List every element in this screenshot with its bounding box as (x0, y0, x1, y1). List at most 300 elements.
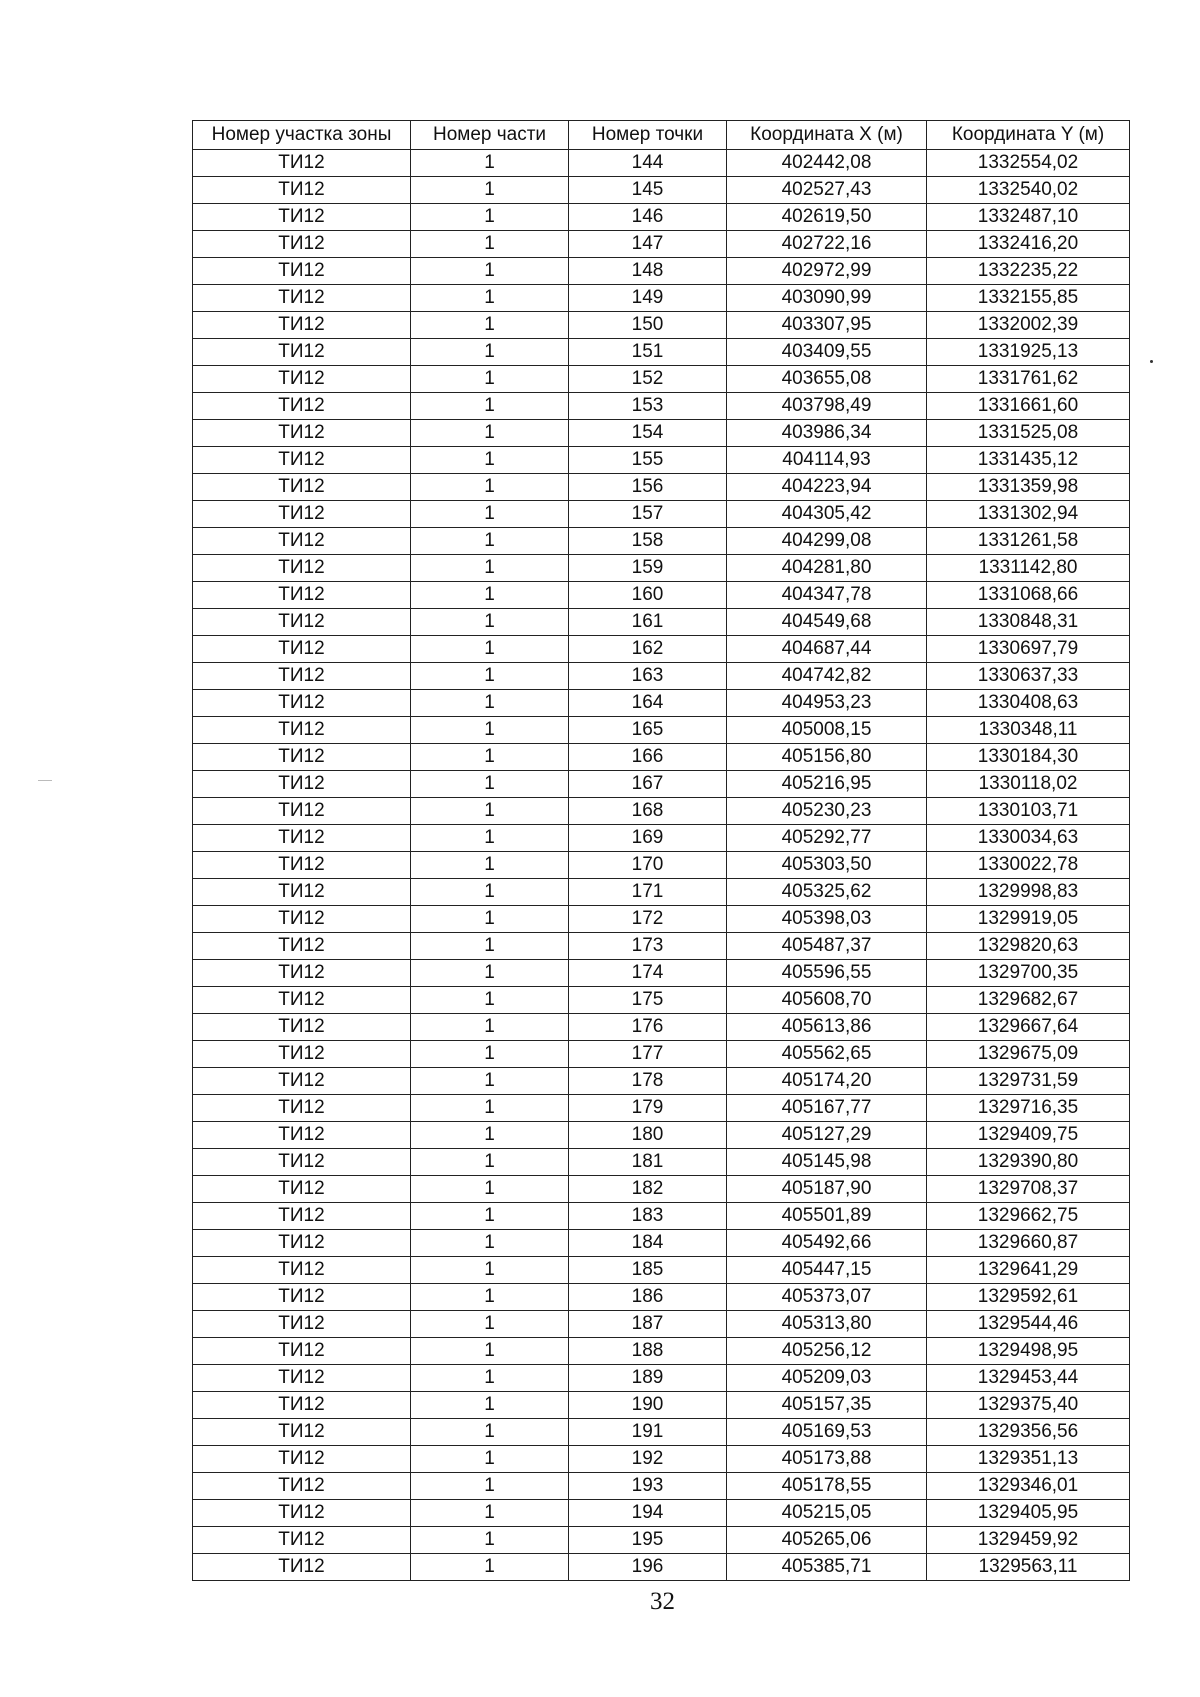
cell-coordinate-x: 405373,07 (727, 1284, 927, 1311)
cell-coordinate-y: 1329682,67 (927, 987, 1130, 1014)
table-row (193, 1338, 1130, 1365)
cell-zone-section: ТИ12 (193, 1554, 411, 1581)
cell-zone-section: ТИ12 (193, 582, 411, 609)
cell-coordinate-x: 405596,55 (727, 960, 927, 987)
table-row (193, 1176, 1130, 1203)
table-row (193, 177, 1130, 204)
cell-coordinate-y: 1330034,63 (927, 825, 1130, 852)
cell-zone-section: ТИ12 (193, 906, 411, 933)
table-row (193, 1392, 1130, 1419)
cell-coordinate-x: 404223,94 (727, 474, 927, 501)
table-row (193, 555, 1130, 582)
cell-part-number: 1 (411, 150, 569, 177)
cell-coordinate-y: 1331761,62 (927, 366, 1130, 393)
cell-coordinate-x: 405492,66 (727, 1230, 927, 1257)
cell-coordinate-y: 1332155,85 (927, 285, 1130, 312)
table-row (193, 312, 1130, 339)
cell-coordinate-y: 1329998,83 (927, 879, 1130, 906)
header-part-number: Номер части (411, 121, 569, 150)
cell-point-number: 145 (569, 177, 727, 204)
cell-coordinate-y: 1332487,10 (927, 204, 1130, 231)
cell-coordinate-y: 1331359,98 (927, 474, 1130, 501)
table-row (193, 879, 1130, 906)
cell-coordinate-x: 402972,99 (727, 258, 927, 285)
cell-coordinate-y: 1329351,13 (927, 1446, 1130, 1473)
cell-point-number: 194 (569, 1500, 727, 1527)
cell-part-number: 1 (411, 1149, 569, 1176)
cell-point-number: 177 (569, 1041, 727, 1068)
cell-point-number: 190 (569, 1392, 727, 1419)
cell-coordinate-x: 404549,68 (727, 609, 927, 636)
cell-part-number: 1 (411, 690, 569, 717)
cell-coordinate-x: 403307,95 (727, 312, 927, 339)
table-row (193, 1419, 1130, 1446)
cell-part-number: 1 (411, 1419, 569, 1446)
cell-zone-section: ТИ12 (193, 663, 411, 690)
cell-coordinate-y: 1330348,11 (927, 717, 1130, 744)
table-row (193, 1500, 1130, 1527)
cell-coordinate-x: 403798,49 (727, 393, 927, 420)
cell-coordinate-y: 1329660,87 (927, 1230, 1130, 1257)
cell-point-number: 161 (569, 609, 727, 636)
cell-point-number: 182 (569, 1176, 727, 1203)
cell-part-number: 1 (411, 1284, 569, 1311)
table-row (193, 366, 1130, 393)
cell-coordinate-x: 405398,03 (727, 906, 927, 933)
cell-zone-section: ТИ12 (193, 1257, 411, 1284)
cell-coordinate-x: 405174,20 (727, 1068, 927, 1095)
table-row (193, 609, 1130, 636)
table-row (193, 960, 1130, 987)
cell-zone-section: ТИ12 (193, 1365, 411, 1392)
cell-part-number: 1 (411, 852, 569, 879)
cell-zone-section: ТИ12 (193, 528, 411, 555)
cell-zone-section: ТИ12 (193, 1473, 411, 1500)
cell-part-number: 1 (411, 1203, 569, 1230)
cell-coordinate-x: 405216,95 (727, 771, 927, 798)
cell-coordinate-x: 405209,03 (727, 1365, 927, 1392)
cell-coordinate-y: 1329667,64 (927, 1014, 1130, 1041)
header-zone-section: Номер участка зоны (193, 121, 411, 150)
cell-coordinate-x: 404305,42 (727, 501, 927, 528)
cell-zone-section: ТИ12 (193, 798, 411, 825)
cell-zone-section: ТИ12 (193, 636, 411, 663)
cell-coordinate-x: 405156,80 (727, 744, 927, 771)
cell-zone-section: ТИ12 (193, 1338, 411, 1365)
cell-coordinate-y: 1331068,66 (927, 582, 1130, 609)
cell-zone-section: ТИ12 (193, 393, 411, 420)
header-coordinate-y: Координата Y (м) (927, 121, 1130, 150)
table-row (193, 1257, 1130, 1284)
cell-part-number: 1 (411, 1338, 569, 1365)
cell-point-number: 163 (569, 663, 727, 690)
table-row (193, 231, 1130, 258)
table-row (193, 1095, 1130, 1122)
cell-zone-section: ТИ12 (193, 1311, 411, 1338)
table-row (193, 987, 1130, 1014)
table-row (193, 852, 1130, 879)
table-row (193, 1014, 1130, 1041)
cell-coordinate-y: 1329459,92 (927, 1527, 1130, 1554)
cell-zone-section: ТИ12 (193, 1095, 411, 1122)
cell-part-number: 1 (411, 1122, 569, 1149)
cell-coordinate-x: 403409,55 (727, 339, 927, 366)
cell-coordinate-y: 1329592,61 (927, 1284, 1130, 1311)
cell-point-number: 160 (569, 582, 727, 609)
cell-point-number: 169 (569, 825, 727, 852)
cell-coordinate-y: 1329716,35 (927, 1095, 1130, 1122)
cell-coordinate-x: 405325,62 (727, 879, 927, 906)
cell-coordinate-x: 404281,80 (727, 555, 927, 582)
cell-point-number: 158 (569, 528, 727, 555)
cell-part-number: 1 (411, 1230, 569, 1257)
cell-coordinate-x: 405265,06 (727, 1527, 927, 1554)
table-row (193, 258, 1130, 285)
table-row (193, 339, 1130, 366)
cell-part-number: 1 (411, 879, 569, 906)
cell-part-number: 1 (411, 1095, 569, 1122)
cell-zone-section: ТИ12 (193, 1149, 411, 1176)
cell-zone-section: ТИ12 (193, 447, 411, 474)
cell-zone-section: ТИ12 (193, 1041, 411, 1068)
cell-coordinate-x: 402619,50 (727, 204, 927, 231)
cell-coordinate-y: 1329708,37 (927, 1176, 1130, 1203)
margin-mark (38, 780, 52, 781)
cell-coordinate-y: 1329544,46 (927, 1311, 1130, 1338)
table-row (193, 1122, 1130, 1149)
cell-part-number: 1 (411, 528, 569, 555)
cell-coordinate-y: 1329919,05 (927, 906, 1130, 933)
cell-point-number: 168 (569, 798, 727, 825)
cell-zone-section: ТИ12 (193, 1176, 411, 1203)
cell-point-number: 171 (569, 879, 727, 906)
cell-part-number: 1 (411, 663, 569, 690)
cell-point-number: 173 (569, 933, 727, 960)
cell-point-number: 192 (569, 1446, 727, 1473)
cell-point-number: 150 (569, 312, 727, 339)
cell-coordinate-x: 402442,08 (727, 150, 927, 177)
cell-coordinate-x: 404114,93 (727, 447, 927, 474)
cell-coordinate-y: 1330103,71 (927, 798, 1130, 825)
cell-coordinate-x: 404742,82 (727, 663, 927, 690)
cell-coordinate-y: 1331525,08 (927, 420, 1130, 447)
cell-coordinate-y: 1330022,78 (927, 852, 1130, 879)
cell-coordinate-x: 405157,35 (727, 1392, 927, 1419)
cell-part-number: 1 (411, 285, 569, 312)
table-row (193, 420, 1130, 447)
cell-point-number: 164 (569, 690, 727, 717)
cell-coordinate-y: 1329498,95 (927, 1338, 1130, 1365)
cell-coordinate-x: 405487,37 (727, 933, 927, 960)
cell-coordinate-y: 1330697,79 (927, 636, 1130, 663)
cell-coordinate-x: 405313,80 (727, 1311, 927, 1338)
cell-point-number: 167 (569, 771, 727, 798)
table-row (193, 285, 1130, 312)
cell-zone-section: ТИ12 (193, 204, 411, 231)
cell-point-number: 188 (569, 1338, 727, 1365)
cell-coordinate-x: 405501,89 (727, 1203, 927, 1230)
cell-zone-section: ТИ12 (193, 555, 411, 582)
cell-coordinate-y: 1332554,02 (927, 150, 1130, 177)
table-row (193, 636, 1130, 663)
cell-part-number: 1 (411, 1554, 569, 1581)
table-row (193, 474, 1130, 501)
cell-coordinate-y: 1331925,13 (927, 339, 1130, 366)
cell-zone-section: ТИ12 (193, 177, 411, 204)
table-row (193, 825, 1130, 852)
cell-coordinate-x: 405608,70 (727, 987, 927, 1014)
cell-coordinate-x: 404687,44 (727, 636, 927, 663)
coordinates-table (192, 120, 1130, 1581)
cell-part-number: 1 (411, 771, 569, 798)
cell-part-number: 1 (411, 1176, 569, 1203)
cell-coordinate-y: 1331435,12 (927, 447, 1130, 474)
cell-zone-section: ТИ12 (193, 150, 411, 177)
cell-coordinate-x: 405303,50 (727, 852, 927, 879)
header-coordinate-x: Координата X (м) (727, 121, 927, 150)
cell-coordinate-x: 402722,16 (727, 231, 927, 258)
cell-point-number: 155 (569, 447, 727, 474)
table-row (193, 1203, 1130, 1230)
cell-coordinate-y: 1329405,95 (927, 1500, 1130, 1527)
cell-coordinate-y: 1329731,59 (927, 1068, 1130, 1095)
cell-coordinate-y: 1330408,63 (927, 690, 1130, 717)
cell-coordinate-y: 1329700,35 (927, 960, 1130, 987)
cell-zone-section: ТИ12 (193, 825, 411, 852)
cell-coordinate-y: 1332416,20 (927, 231, 1130, 258)
cell-coordinate-y: 1330848,31 (927, 609, 1130, 636)
cell-part-number: 1 (411, 177, 569, 204)
cell-coordinate-x: 405145,98 (727, 1149, 927, 1176)
cell-coordinate-x: 405613,86 (727, 1014, 927, 1041)
cell-point-number: 154 (569, 420, 727, 447)
cell-point-number: 186 (569, 1284, 727, 1311)
cell-coordinate-x: 404953,23 (727, 690, 927, 717)
cell-zone-section: ТИ12 (193, 1419, 411, 1446)
cell-coordinate-y: 1329390,80 (927, 1149, 1130, 1176)
cell-zone-section: ТИ12 (193, 1284, 411, 1311)
cell-point-number: 184 (569, 1230, 727, 1257)
cell-point-number: 153 (569, 393, 727, 420)
cell-coordinate-y: 1329563,11 (927, 1554, 1130, 1581)
cell-coordinate-y: 1329641,29 (927, 1257, 1130, 1284)
table-row (193, 1068, 1130, 1095)
table-row (193, 663, 1130, 690)
table-row (193, 1284, 1130, 1311)
cell-part-number: 1 (411, 501, 569, 528)
table-row (193, 1554, 1130, 1581)
cell-point-number: 149 (569, 285, 727, 312)
cell-zone-section: ТИ12 (193, 960, 411, 987)
cell-coordinate-x: 405187,90 (727, 1176, 927, 1203)
cell-zone-section: ТИ12 (193, 312, 411, 339)
cell-part-number: 1 (411, 582, 569, 609)
cell-coordinate-x: 405292,77 (727, 825, 927, 852)
cell-part-number: 1 (411, 393, 569, 420)
cell-point-number: 183 (569, 1203, 727, 1230)
cell-point-number: 148 (569, 258, 727, 285)
cell-zone-section: ТИ12 (193, 1068, 411, 1095)
cell-point-number: 175 (569, 987, 727, 1014)
cell-zone-section: ТИ12 (193, 987, 411, 1014)
cell-coordinate-x: 405169,53 (727, 1419, 927, 1446)
cell-point-number: 157 (569, 501, 727, 528)
table-row (193, 1365, 1130, 1392)
table-row (193, 501, 1130, 528)
table-row (193, 204, 1130, 231)
cell-coordinate-x: 403986,34 (727, 420, 927, 447)
table-row (193, 1446, 1130, 1473)
cell-point-number: 151 (569, 339, 727, 366)
cell-part-number: 1 (411, 1500, 569, 1527)
cell-part-number: 1 (411, 1446, 569, 1473)
table-header (193, 121, 1130, 150)
table-row (193, 393, 1130, 420)
table-row (193, 1527, 1130, 1554)
cell-zone-section: ТИ12 (193, 474, 411, 501)
cell-part-number: 1 (411, 798, 569, 825)
cell-coordinate-x: 405562,65 (727, 1041, 927, 1068)
cell-coordinate-x: 404347,78 (727, 582, 927, 609)
table-row (193, 1311, 1130, 1338)
cell-point-number: 146 (569, 204, 727, 231)
cell-coordinate-x: 405385,71 (727, 1554, 927, 1581)
cell-point-number: 181 (569, 1149, 727, 1176)
cell-coordinate-y: 1329409,75 (927, 1122, 1130, 1149)
table-row (193, 1230, 1130, 1257)
cell-point-number: 144 (569, 150, 727, 177)
cell-coordinate-y: 1331661,60 (927, 393, 1130, 420)
cell-coordinate-y: 1332540,02 (927, 177, 1130, 204)
cell-coordinate-y: 1329820,63 (927, 933, 1130, 960)
cell-point-number: 147 (569, 231, 727, 258)
cell-zone-section: ТИ12 (193, 852, 411, 879)
cell-point-number: 196 (569, 1554, 727, 1581)
cell-part-number: 1 (411, 1014, 569, 1041)
cell-part-number: 1 (411, 420, 569, 447)
table-row (193, 690, 1130, 717)
table-body (193, 150, 1130, 1581)
cell-coordinate-y: 1331142,80 (927, 555, 1130, 582)
cell-part-number: 1 (411, 1392, 569, 1419)
cell-point-number: 178 (569, 1068, 727, 1095)
cell-zone-section: ТИ12 (193, 1392, 411, 1419)
cell-coordinate-y: 1329356,56 (927, 1419, 1130, 1446)
cell-zone-section: ТИ12 (193, 1446, 411, 1473)
cell-zone-section: ТИ12 (193, 1500, 411, 1527)
cell-part-number: 1 (411, 366, 569, 393)
cell-point-number: 180 (569, 1122, 727, 1149)
cell-zone-section: ТИ12 (193, 420, 411, 447)
cell-point-number: 195 (569, 1527, 727, 1554)
cell-part-number: 1 (411, 717, 569, 744)
cell-zone-section: ТИ12 (193, 366, 411, 393)
table-row (193, 1041, 1130, 1068)
cell-zone-section: ТИ12 (193, 501, 411, 528)
cell-part-number: 1 (411, 960, 569, 987)
cell-point-number: 193 (569, 1473, 727, 1500)
table-row (193, 582, 1130, 609)
cell-zone-section: ТИ12 (193, 339, 411, 366)
cell-point-number: 156 (569, 474, 727, 501)
table-row (193, 1473, 1130, 1500)
cell-point-number: 170 (569, 852, 727, 879)
cell-point-number: 172 (569, 906, 727, 933)
cell-zone-section: ТИ12 (193, 879, 411, 906)
cell-part-number: 1 (411, 1068, 569, 1095)
table-row (193, 933, 1130, 960)
cell-part-number: 1 (411, 1041, 569, 1068)
cell-coordinate-y: 1330637,33 (927, 663, 1130, 690)
cell-part-number: 1 (411, 555, 569, 582)
cell-zone-section: ТИ12 (193, 285, 411, 312)
cell-zone-section: ТИ12 (193, 1230, 411, 1257)
header-row (193, 121, 1130, 150)
cell-coordinate-y: 1332002,39 (927, 312, 1130, 339)
cell-zone-section: ТИ12 (193, 609, 411, 636)
cell-zone-section: ТИ12 (193, 744, 411, 771)
cell-zone-section: ТИ12 (193, 1014, 411, 1041)
cell-coordinate-x: 403090,99 (727, 285, 927, 312)
cell-part-number: 1 (411, 636, 569, 663)
cell-part-number: 1 (411, 339, 569, 366)
cell-point-number: 189 (569, 1365, 727, 1392)
cell-coordinate-x: 405173,88 (727, 1446, 927, 1473)
cell-part-number: 1 (411, 1473, 569, 1500)
cell-point-number: 174 (569, 960, 727, 987)
cell-coordinate-x: 405447,15 (727, 1257, 927, 1284)
cell-part-number: 1 (411, 312, 569, 339)
cell-point-number: 191 (569, 1419, 727, 1446)
cell-coordinate-y: 1331302,94 (927, 501, 1130, 528)
cell-part-number: 1 (411, 1527, 569, 1554)
cell-coordinate-y: 1329662,75 (927, 1203, 1130, 1230)
cell-zone-section: ТИ12 (193, 717, 411, 744)
cell-part-number: 1 (411, 1311, 569, 1338)
cell-part-number: 1 (411, 258, 569, 285)
cell-coordinate-y: 1331261,58 (927, 528, 1130, 555)
table-row (193, 528, 1130, 555)
cell-part-number: 1 (411, 987, 569, 1014)
header-point-number: Номер точки (569, 121, 727, 150)
cell-part-number: 1 (411, 204, 569, 231)
cell-point-number: 185 (569, 1257, 727, 1284)
cell-coordinate-y: 1329375,40 (927, 1392, 1130, 1419)
table-row (193, 447, 1130, 474)
scan-speck (1150, 360, 1153, 363)
cell-part-number: 1 (411, 447, 569, 474)
cell-point-number: 179 (569, 1095, 727, 1122)
table-row (193, 744, 1130, 771)
cell-coordinate-x: 404299,08 (727, 528, 927, 555)
cell-coordinate-x: 405256,12 (727, 1338, 927, 1365)
cell-zone-section: ТИ12 (193, 1527, 411, 1554)
cell-part-number: 1 (411, 744, 569, 771)
cell-zone-section: ТИ12 (193, 771, 411, 798)
cell-point-number: 162 (569, 636, 727, 663)
page-number: 32 (650, 1588, 675, 1615)
cell-coordinate-x: 405167,77 (727, 1095, 927, 1122)
cell-coordinate-x: 403655,08 (727, 366, 927, 393)
table-row (193, 717, 1130, 744)
cell-coordinate-y: 1329453,44 (927, 1365, 1130, 1392)
cell-point-number: 159 (569, 555, 727, 582)
cell-coordinate-x: 405215,05 (727, 1500, 927, 1527)
cell-coordinate-y: 1332235,22 (927, 258, 1130, 285)
cell-coordinate-x: 405127,29 (727, 1122, 927, 1149)
cell-zone-section: ТИ12 (193, 1203, 411, 1230)
cell-point-number: 176 (569, 1014, 727, 1041)
